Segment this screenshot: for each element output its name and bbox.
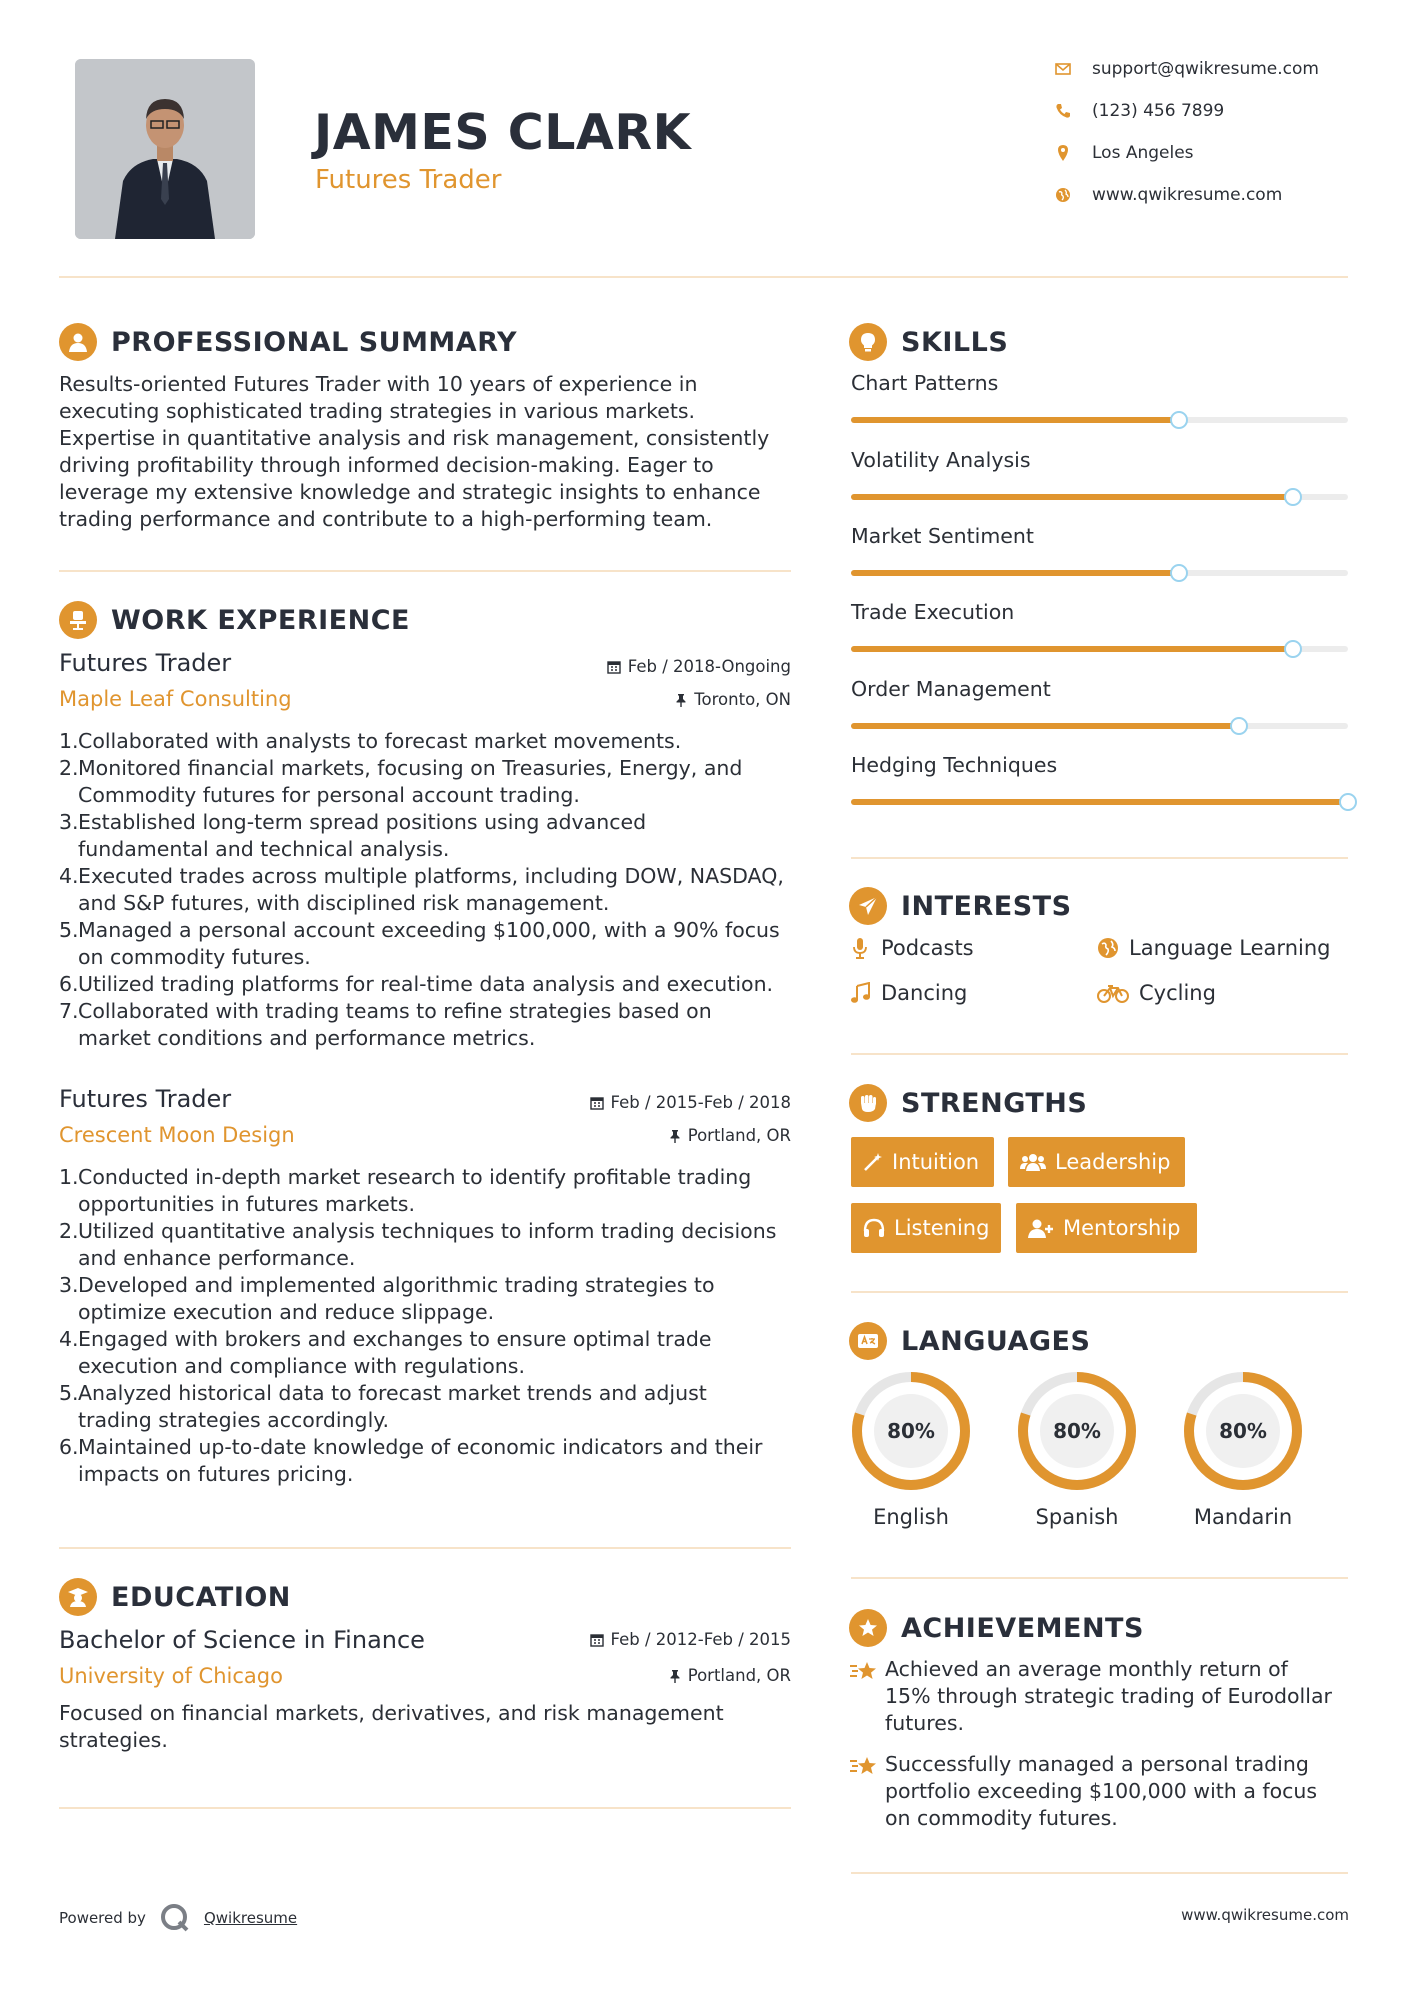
achievements-divider (851, 1872, 1348, 1874)
qwikresume-link[interactable]: Qwikresume (203, 1909, 298, 1927)
strengths-divider (851, 1291, 1348, 1293)
contact-email[interactable] (1054, 57, 1319, 81)
strengths-heading: STRENGTHS (849, 1084, 1087, 1122)
skill-label: Volatility Analysis (851, 448, 1031, 472)
skill-label: Trade Execution (851, 600, 1015, 624)
list-item: and S&P futures, with disciplined risk management. (78, 891, 610, 915)
achievement-1: Achieved an average monthly return of 15% through strategic trading of Eurodollar futures. (849, 1656, 1349, 1737)
language-name-english: English (873, 1505, 949, 1529)
list-item: 4. Engaged with brokers and exchanges to ensure optimal trade (59, 1327, 712, 1351)
education-dates: Feb / 2012-Feb / 2015 (590, 1630, 791, 1649)
list-item: market conditions and performance metrics. (78, 1026, 536, 1050)
list-item: optimize execution and reduce slippage. (78, 1300, 495, 1324)
education-description: Focused on financial markets, derivatives, and risk management strategies. (59, 1701, 724, 1752)
header-divider (59, 276, 1348, 278)
headphones-icon (863, 1218, 885, 1238)
list-item: fundamental and technical analysis. (78, 837, 450, 861)
experience-divider (59, 1547, 791, 1549)
language-card-icon (849, 1322, 887, 1360)
skills-heading: SKILLS (849, 323, 1008, 361)
list-item: 3. Developed and implemented algorithmic trading strategies to (59, 1273, 715, 1297)
list-item: on commodity futures. (78, 945, 311, 969)
list-item: 6. Utilized trading platforms for real-time data analysis and execution. (59, 972, 774, 996)
qwikresume-logo-icon (160, 1903, 192, 1933)
job-2-dates: Feb / 2015-Feb / 2018 (590, 1093, 791, 1112)
list-item: 5. Managed a personal account exceeding $100,000, with a 90% focus (59, 918, 780, 942)
skill-bar[interactable] (851, 723, 1348, 729)
contact-phone[interactable] (1054, 99, 1224, 123)
interests-heading: INTERESTS (849, 887, 1072, 925)
summary-text: Results-oriented Futures Trader with 10 years of experience in executing sophisticated trading strategies in various markets. Expertise in quantitative analysis and risk management, consistently driving profitability through informed decision-making. Eager to leverage my extensive knowledge and strategic insights to enhance trading performance and contribute to a high-performing team. (59, 372, 770, 531)
skill-knob (1170, 411, 1188, 429)
globe-icon (1054, 186, 1072, 204)
skill-bar[interactable] (851, 494, 1348, 500)
skill-fill (851, 417, 1179, 423)
list-item: 3. Established long-term spread positions using advanced (59, 810, 647, 834)
list-item: and enhance performance. (78, 1246, 356, 1270)
shooting-star-icon (849, 1751, 885, 1832)
list-item: 2. Utilized quantitative analysis techniques to inform trading decisions (59, 1219, 777, 1243)
phone-text: (123) 456 7899 (1092, 101, 1225, 121)
interest-language-learning: Language Learning (1097, 936, 1330, 960)
list-item: Commodity futures for personal account trading. (78, 783, 580, 807)
education-divider (59, 1807, 791, 1809)
job-1-company: Maple Leaf Consulting (59, 687, 292, 711)
list-item: opportunities in futures markets. (78, 1192, 415, 1216)
phone-icon (1054, 102, 1072, 120)
skill-bar[interactable] (851, 570, 1348, 576)
footer-website[interactable]: www.qwikresume.com (1181, 1906, 1349, 1924)
lightbulb-icon (849, 323, 887, 361)
skill-bar[interactable] (851, 646, 1348, 652)
list-item: 1. Conducted in-depth market research to identify profitable trading (59, 1165, 752, 1189)
job-2-company: Crescent Moon Design (59, 1123, 295, 1147)
education-school: University of Chicago (59, 1664, 283, 1688)
language-percent: 80% (1053, 1419, 1101, 1443)
strength-tag-listening: Listening (851, 1203, 1001, 1253)
skill-fill (851, 646, 1293, 652)
pushpin-icon (669, 1669, 681, 1683)
skill-label: Order Management (851, 677, 1051, 701)
job-2-location: Portland, OR (669, 1126, 791, 1145)
chair-icon (59, 601, 97, 639)
language-percent: 80% (887, 1419, 935, 1443)
email-text: support@qwikresume.com (1092, 59, 1319, 79)
location-text: Los Angeles (1092, 143, 1194, 163)
list-item: 4. Executed trades across multiple platforms, including DOW, NASDAQ, (59, 864, 784, 888)
fist-icon (849, 1084, 887, 1122)
map-pin-icon (1054, 144, 1072, 162)
shooting-star-icon (849, 1656, 885, 1737)
skill-knob (1284, 488, 1302, 506)
star-badge-icon (849, 1609, 887, 1647)
skill-knob (1230, 717, 1248, 735)
website-text: www.qwikresume.com (1092, 185, 1283, 205)
achievement-2: Successfully managed a personal trading portfolio exceeding $100,000 with a focus on commodity futures. (849, 1751, 1349, 1832)
strength-tag-mentorship: Mentorship (1016, 1203, 1197, 1253)
interest-podcasts: Podcasts (849, 936, 974, 960)
education-degree: Bachelor of Science in Finance (59, 1626, 425, 1654)
language-ring-mandarin (1182, 1370, 1304, 1492)
skill-knob (1339, 793, 1357, 811)
magic-wand-icon (863, 1152, 883, 1172)
skill-label: Chart Patterns (851, 371, 999, 395)
skill-knob (1170, 564, 1188, 582)
language-ring-spanish (1016, 1370, 1138, 1492)
user-icon (59, 323, 97, 361)
job-1-dates: Feb / 2018-Ongoing (607, 657, 791, 676)
person-silhouette-icon (75, 59, 255, 239)
list-item: 5. Analyzed historical data to forecast market trends and adjust (59, 1381, 707, 1405)
interests-divider (851, 1053, 1348, 1055)
list-item: execution and compliance with regulations. (78, 1354, 525, 1378)
calendar-icon (607, 660, 621, 674)
pushpin-icon (675, 693, 687, 707)
languages-heading: LANGUAGES (849, 1322, 1090, 1360)
candidate-title: Futures Trader (315, 165, 502, 195)
job-1-title: Futures Trader (59, 649, 232, 677)
job-2-title: Futures Trader (59, 1085, 232, 1113)
microphone-icon (849, 937, 871, 959)
education-location: Portland, OR (669, 1666, 791, 1685)
globe-icon (1097, 937, 1119, 959)
skill-fill (851, 570, 1179, 576)
graduate-icon (59, 1578, 97, 1616)
language-ring-english (850, 1370, 972, 1492)
list-item: impacts on futures pricing. (78, 1462, 354, 1486)
skill-fill (851, 799, 1348, 805)
strength-tag-leadership: Leadership (1008, 1137, 1185, 1187)
language-name-spanish: Spanish (1035, 1505, 1119, 1529)
candidate-name: JAMES CLARK (314, 104, 692, 161)
contact-website[interactable] (1054, 183, 1282, 207)
strength-tag-intuition: Intuition (851, 1137, 994, 1187)
skill-knob (1284, 640, 1302, 658)
experience-heading: WORK EXPERIENCE (59, 601, 410, 639)
skill-label: Market Sentiment (851, 524, 1034, 548)
music-note-icon (849, 982, 871, 1004)
language-percent: 80% (1219, 1419, 1267, 1443)
calendar-icon (590, 1633, 604, 1647)
skill-bar[interactable] (851, 799, 1348, 805)
education-heading: EDUCATION (59, 1578, 291, 1616)
envelope-icon (1054, 60, 1072, 78)
job-1-bullets (59, 728, 804, 1052)
skill-fill (851, 723, 1239, 729)
interest-dancing: Dancing (849, 981, 967, 1005)
summary-divider (59, 570, 791, 572)
skills-divider (851, 857, 1348, 859)
interest-cycling: Cycling (1097, 981, 1216, 1005)
skill-label: Hedging Techniques (851, 753, 1058, 777)
languages-divider (851, 1577, 1348, 1579)
list-item: 2. Monitored financial markets, focusing on Treasuries, Energy, and (59, 756, 743, 780)
users-icon (1020, 1152, 1046, 1172)
skill-bar[interactable] (851, 417, 1348, 423)
paper-plane-icon (849, 887, 887, 925)
list-item: trading strategies accordingly. (78, 1408, 389, 1432)
pushpin-icon (669, 1129, 681, 1143)
footer-powered-by: Powered by Qwikresume (59, 1903, 297, 1933)
skill-fill (851, 494, 1293, 500)
bicycle-icon (1097, 982, 1129, 1004)
achievements-heading: ACHIEVEMENTS (849, 1609, 1144, 1647)
calendar-icon (590, 1096, 604, 1110)
list-item: 1. Collaborated with analysts to forecast market movements. (59, 729, 682, 753)
contact-location (1054, 141, 1194, 165)
summary-heading: PROFESSIONAL SUMMARY (59, 323, 517, 361)
user-plus-icon (1028, 1218, 1054, 1238)
job-2-bullets (59, 1164, 804, 1488)
profile-photo (75, 59, 255, 239)
language-name-mandarin: Mandarin (1193, 1505, 1293, 1529)
job-1-location: Toronto, ON (675, 690, 791, 709)
list-item: 7. Collaborated with trading teams to refine strategies based on (59, 999, 712, 1023)
list-item: 6. Maintained up-to-date knowledge of economic indicators and their (59, 1435, 763, 1459)
